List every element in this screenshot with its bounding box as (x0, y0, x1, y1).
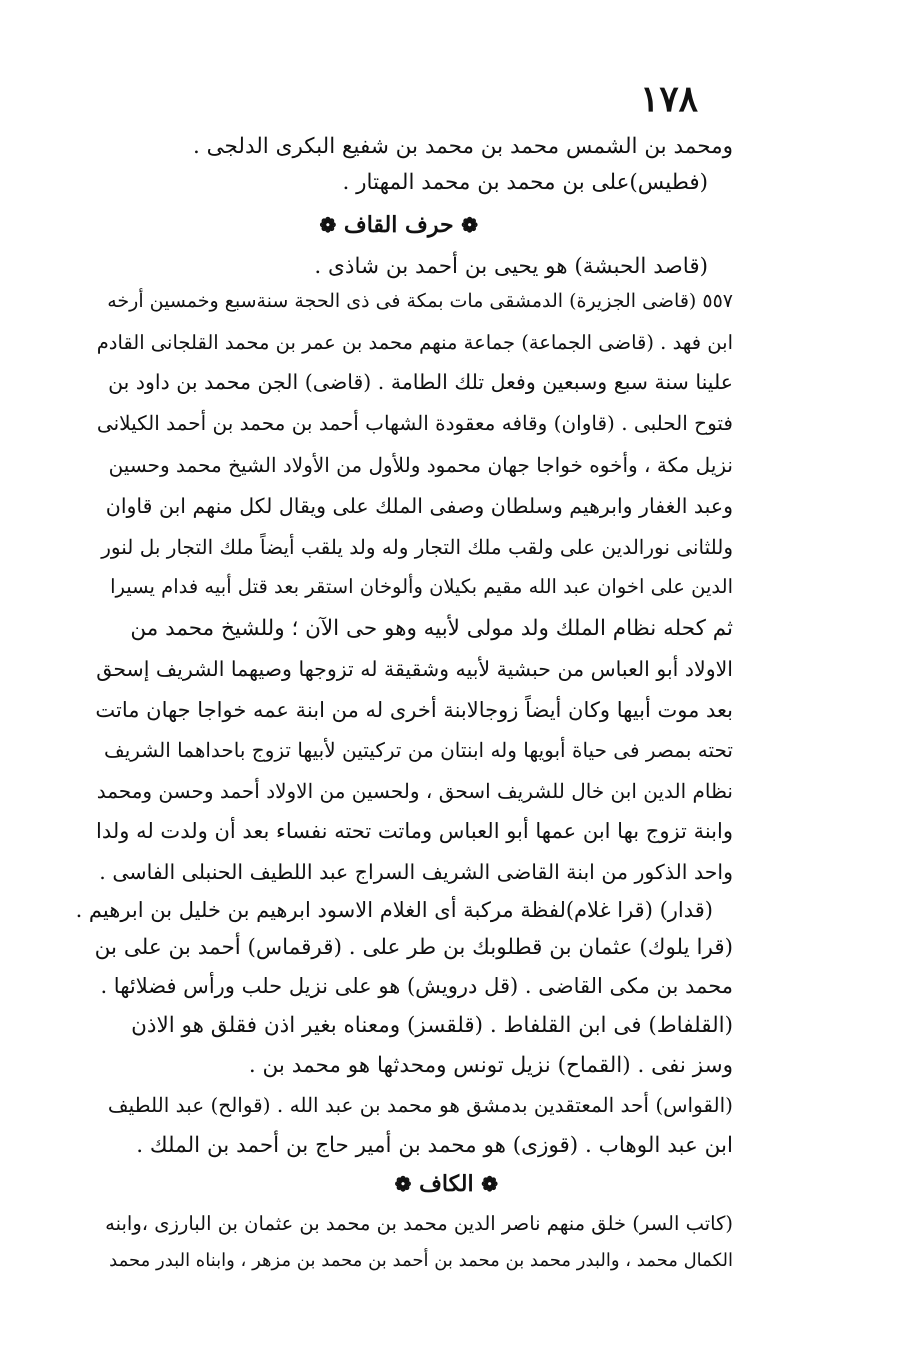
section-heading-text: الكاف (419, 1171, 474, 1197)
text-line: (فطيس)على بن محمد بن محمد المهتار . (342, 170, 708, 195)
ornament-icon: ❁ (319, 213, 337, 237)
ornament-icon: ❁ (461, 213, 478, 237)
text-line: (قدار) (قرا غلام)لفظة مركبة أى الغلام الاسود ابرهيم بن خليل بن ابرهيم . (75, 898, 713, 922)
section-heading-text: حرف القاف (343, 212, 454, 238)
page-number: ١٧٨ (640, 78, 699, 120)
text-line: نظام الدين ابن خال للشريف اسحق ، ولحسين من الاولاد أحمد وحسن ومحمد (96, 779, 733, 803)
text-line: بعد موت أبيها وكان أيضاً زوجالابنة أخرى له من ابنة عمه خواجا جهان ماتت (95, 698, 733, 722)
text-line: ابن فهد . (قاضى الجماعة) جماعة منهم محمد بن عمر بن محمد القلجانى القادم (96, 331, 733, 354)
text-line: (القواس) أحد المعتقدين بدمشق هو محمد بن عبد الله . (قوالح) عبد اللطيف (107, 1093, 733, 1117)
text-line: الدين على اخوان عبد الله مقيم بكيلان وألوخان استقر بعد قتل أبيه فدام يسيرا (110, 575, 733, 598)
text-line: فتوح الحلبى . (قاوان) وقافه معقودة الشهاب أحمد بن محمد بن أحمد الكيلانى (96, 411, 733, 435)
text-line: وابنة تزوج بها ابن عمها أبو العباس وماتت تحته نفساء بعد أن ولدت له ولدا (96, 819, 733, 843)
section-heading-kaf (395, 1173, 498, 1195)
text-line: واحد الذكور من ابنة القاضى الشريف السراج عبد اللطيف الحنبلى الفاسى . (99, 860, 733, 884)
text-line: ومحمد بن الشمس محمد بن محمد بن شفيع البكرى الدلجى . (192, 134, 733, 159)
text-line: محمد بن مكى القاضى . (قل درويش) هو على نزيل حلب ورأس فضلائها . (100, 974, 733, 998)
text-line: ابن عبد الوهاب . (قوزى) هو محمد بن أمير حاج بن أحمد بن الملك . (136, 1133, 733, 1158)
text-line: ٥٥٧ (قاضى الجزيرة) الدمشقى مات بمكة فى ذى الحجة سنةسبع وخمسين أرخه (107, 290, 733, 312)
text-line: نزيل مكة ، وأخوه خواجا جهان محمود وللأول من الأولاد الشيخ محمد وحسين (108, 453, 733, 477)
text-line: الكمال محمد ، والبدر محمد بن محمد بن أحمد بن محمد بن مزهر ، وابناه البدر محمد (109, 1250, 733, 1271)
text-line: (قاصد الحبشة) هو يحيى بن أحمد بن شاذى . (314, 254, 708, 279)
text-line: علينا سنة سبع وسبعين وفعل تلك الطامة . (قاضى) الجن محمد بن داود بن (108, 370, 733, 394)
text-line: الاولاد أبو العباس من حبشية لأبيه وشقيقة له تزوجها وصيهما الشريف إسحق (96, 657, 733, 681)
text-line: (القلفاط) فى ابن القلفاط . (قلقسز) ومعناه بغير اذن فقلق هو الاذن (131, 1013, 733, 1038)
ornament-icon: ❁ (394, 1172, 412, 1196)
text-line: ثم كحله نظام الملك ولد مولى لأبيه وهو حى الآن ؛ وللشيخ محمد من (130, 616, 733, 641)
text-line: (قرا يلوك) عثمان بن قطلوبك بن طر على . (قرقماس) أحمد بن على بن (94, 935, 733, 960)
text-line: وعبد الغفار وابرهيم وسلطان وصفى الملك على ويقال لكل منهم ابن قاوان (105, 494, 733, 518)
text-line: وسز نفى . (القماح) نزيل تونس ومحدثها هو محمد بن . (248, 1053, 733, 1078)
section-heading-qaf (319, 214, 478, 236)
text-line: (كاتب السر) خلق منهم ناصر الدين محمد بن محمد بن عثمان بن البارزى ،وابنه (105, 1212, 733, 1235)
text-line: وللثانى نورالدين على ولقب ملك التجار وله ولد يلقب أيضاً ملك التجار بل لنور (101, 535, 733, 559)
ornament-icon: ❁ (481, 1172, 498, 1196)
text-line: تحته بمصر فى حياة أبويها وله ابنتان من تركيتين لأبيها تزوج باحداهما الشريف (104, 738, 733, 762)
